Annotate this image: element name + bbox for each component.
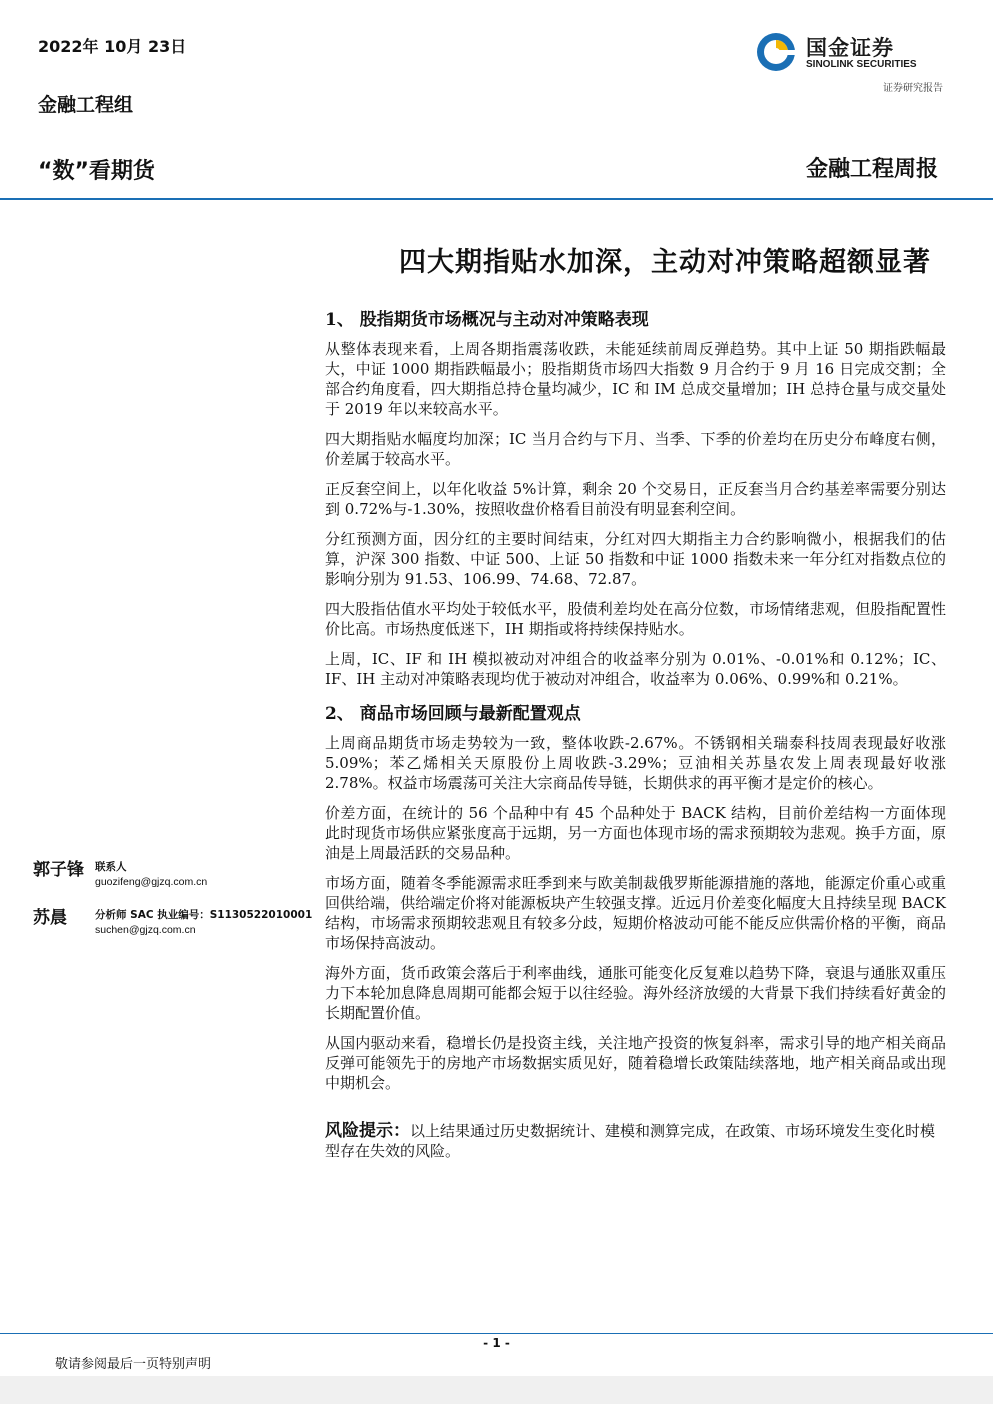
analyst-name: 郭子锋 [33, 860, 84, 880]
footer-divider [0, 1333, 993, 1334]
section-heading: 2、 商品市场回顾与最新配置观点 [325, 704, 581, 724]
risk-label: 风险提示： [325, 1121, 410, 1141]
brand-logo [756, 32, 946, 76]
paragraph: 四大期指贴水幅度均加深；IC 当月合约与下月、当季、下季的价差均在历史分布峰度右侧，价差属于较高水平。 [325, 430, 946, 468]
report-body [325, 305, 946, 1161]
report-title: 四大期指贴水加深，主动对冲策略超额显著 [399, 247, 931, 278]
paragraph: 价差方面，在统计的 56 个品种中有 45 个品种处于 BACK 结构，目前价差结构一方面体现此时现货市场供应紧张度高于远期，另一方面也体现市场的需求预期较为悲观。换手方面，原油是上周最活跃的交易品种。 [325, 804, 946, 862]
risk-text: 以上结果通过历史数据统计、建模和测算完成，在政策、市场环境发生变化时模型存在失效的风险。 [325, 1122, 936, 1160]
paragraph: 分红预测方面，因分红的主要时间结束，分红对四大期指主力合约影响微小，根据我们的估算，沪深 300 指数、中证 500、上证 50 指数和中证 1000 指数未来一年分红对指数点位的影响分别为 91.53、106.99、74.68、72.87。 [325, 530, 946, 588]
footer-disclaimer: 敬请参阅最后一页特别声明 [55, 1357, 212, 1372]
page-number: - 1 - [483, 1336, 510, 1350]
paragraph: 上周商品期货市场走势较为一致，整体收跌-2.67%。不锈钢相关瑞泰科技周表现最好收涨 5.09%；苯乙烯相关天原股份上周收跌-3.29%；豆油相关苏垦农发上周表现最好收涨 2.78%。权益市场震荡可关注大宗商品传导链，长期供求的再平衡才是定价的核心。 [325, 734, 946, 792]
paragraph: 海外方面，货币政策会落后于利率曲线，通胀可能变化反复难以趋势下降，衰退与通胀双重压力下本轮加息降息周期可能都会短于以往经验。海外经济放缓的大背景下我们持续看好黄金的长期配置价值。 [325, 964, 946, 1022]
paragraph: 从整体表现来看，上周各期指震荡收跌，未能延续前周反弹趋势。其中上证 50 期指跌幅最大，中证 1000 期指跌幅最小；股指期货市场四大指数 9 月合约于 9 月 16 日完成交割；全部合约角度看，四大期指总持仓量均减少，IC 和 IM 总成交量增加；IH 总持仓量与成交量处于 2019 年以来较高水平。 [325, 340, 946, 418]
paragraph: 市场方面，随着冬季能源需求旺季到来与欧美制裁俄罗斯能源措施的落地，能源定价重心或重回供给端，供给端定价将对能源板块产生较强支撑。近远月价差变化幅度大且持续呈现 BACK 结构，市场需求预期较悲观且有较多分歧，短期价格波动可能不能反应供需价格的平衡，商品市场保持高波动。 [325, 874, 946, 952]
report-type: 金融工程周报 [805, 156, 938, 182]
risk-warning [325, 1121, 946, 1161]
footer-band [0, 1376, 993, 1404]
report-date: 2022年 10月 23日 [38, 37, 187, 56]
analyst-name: 苏晨 [33, 908, 67, 928]
analyst-email[interactable]: suchen@gjzq.com.cn [95, 924, 196, 936]
report-category-tag: 证券研究报告 [883, 83, 943, 94]
paragraph: 正反套空间上，以年化收益 5%计算，剩余 20 个交易日，正反套当月合约基差率需要分别达到 0.72%与-1.30%，按照收盘价格看目前没有明显套利空间。 [325, 480, 946, 518]
department-label: 金融工程组 [38, 94, 134, 116]
brand-name-cn: 国金证券 [806, 36, 894, 60]
paragraph: 上周，IC、IF 和 IH 模拟被动对冲组合的收益率分别为 0.01%、-0.01%和 0.12%；IC、IF、IH 主动对冲策略表现均优于被动对冲组合，收益率为 0.06%、0.99%和 0.21%。 [325, 650, 946, 688]
sinolink-logo-icon [756, 32, 796, 72]
header-divider [0, 198, 993, 200]
series-name: “数”看期货 [38, 159, 155, 184]
paragraph: 四大股指估值水平均处于较低水平，股债利差均处在高分位数，市场情绪悲观，但股指配置性价比高。市场热度低迷下，IH 期指或将持续保持贴水。 [325, 600, 946, 638]
analyst-role: 联系人 [95, 861, 127, 873]
brand-name-en: SINOLINK SECURITIES [806, 59, 917, 70]
paragraph: 从国内驱动来看，稳增长仍是投资主线，关注地产投资的恢复斜率，需求引导的地产相关商品反弹可能领先于的房地产市场数据实质见好，随着稳增长政策陆续落地，地产相关商品或出现中期机会。 [325, 1034, 946, 1092]
analyst-email[interactable]: guozifeng@gjzq.com.cn [95, 876, 208, 888]
analyst-role: 分析师 SAC 执业编号：S1130522010001 [95, 909, 313, 921]
section-heading: 1、 股指期货市场概况与主动对冲策略表现 [325, 310, 649, 330]
